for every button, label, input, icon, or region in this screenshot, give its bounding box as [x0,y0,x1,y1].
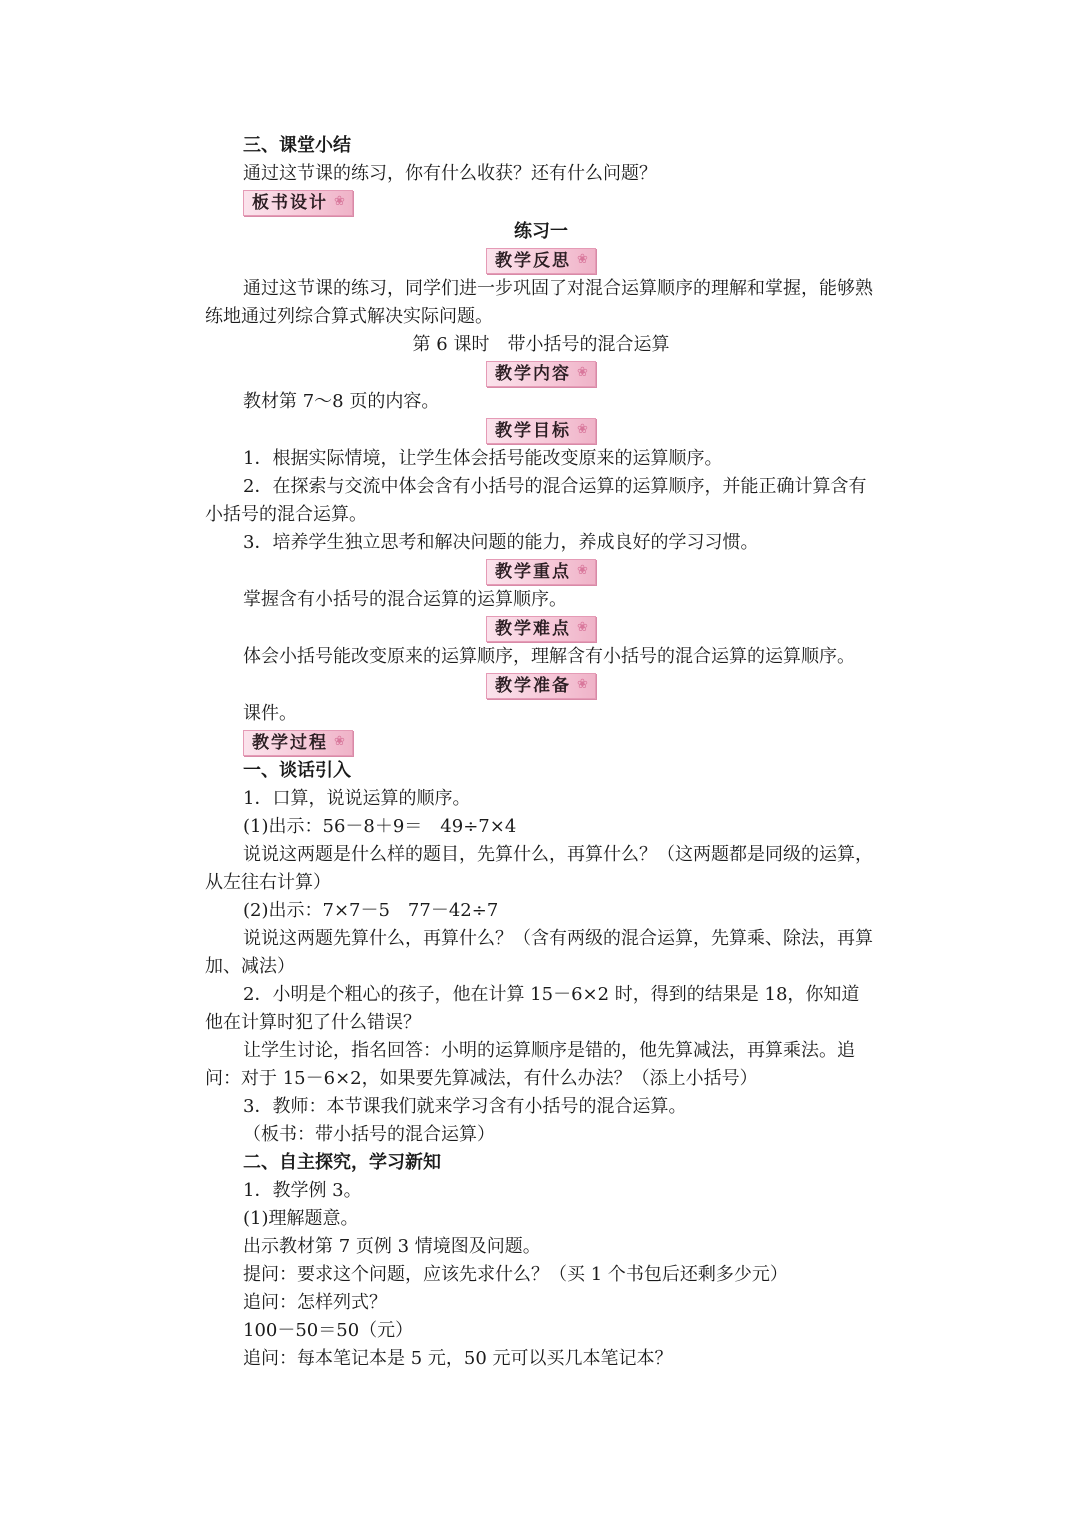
process-badge [243,730,353,756]
goal-item: 3．培养学生独立思考和解决问题的能力，养成良好的学习习惯。 [243,532,759,553]
part2-line: 追问：每本笔记本是 5 元，50 元可以买几本笔记本？ [243,1348,673,1369]
flower-icon: ❀ [577,251,588,267]
prep-badge-label: 教学准备 [495,675,571,696]
flower-icon: ❀ [577,676,588,692]
content-badge-row [205,359,877,388]
board-design-badge-row [205,188,877,217]
board-design-badge-label: 板书设计 [252,192,328,213]
part1-line: 说说这两题先算什么，再算什么？（含有两级的混合运算，先算乘、除法，再算加、减法） [205,928,873,977]
goals-badge [486,418,596,444]
lesson-title: 第 6 课时 带小括号的混合运算 [412,334,670,355]
goals-badge-label: 教学目标 [495,420,571,441]
part2-line: 1．教学例 3。 [243,1180,362,1201]
part2-line: 出示教材第 7 页例 3 情境图及问题。 [243,1236,541,1257]
part2-line: 提问：要求这个问题，应该先求什么？（买 1 个书包后还剩多少元） [243,1264,788,1285]
part1-line: 3．教师：本节课我们就来学习含有小括号的混合运算。 [243,1096,687,1117]
difficulty-badge [486,616,596,642]
key-badge-row [205,557,877,586]
section3-text: 通过这节课的练习，你有什么收获？还有什么问题？ [243,163,657,184]
part1-line: 2．小明是个粗心的孩子，他在计算 15－6×2 时，得到的结果是 18，你知道他在计算时犯了什么错误？ [205,984,860,1033]
reflection-text: 通过这节课的练习，同学们进一步巩固了对混合运算顺序的理解和掌握，能够熟练地通过列综合算式解决实际问题。 [205,278,873,327]
key-badge-label: 教学重点 [495,561,571,582]
goal-item: 2．在探索与交流中体会含有小括号的混合运算的运算顺序，并能正确计算含有小括号的混合运算。 [205,476,867,525]
reflection-badge-row [205,246,877,275]
part1-line: (2)出示：7×7－5 77－42÷7 [243,900,499,921]
section3-heading: 三、课堂小结 [243,135,351,156]
prep-text: 课件。 [243,703,297,724]
board-title: 练习一 [514,221,568,242]
key-text: 掌握含有小括号的混合运算的运算顺序。 [243,589,567,610]
part1-heading: 一、谈话引入 [243,760,351,781]
flower-icon: ❀ [577,619,588,635]
board-design-badge [243,190,353,216]
part1-line: 说说这两题是什么样的题目，先算什么，再算什么？（这两题都是同级的运算，从左往右计算） [205,844,873,893]
flower-icon: ❀ [577,562,588,578]
part1-line: 1．口算，说说运算的顺序。 [243,788,471,809]
goals-badge-row [205,416,877,445]
lesson-plan-content [205,132,877,1373]
flower-icon: ❀ [577,421,588,437]
part1-line: 让学生讨论，指名回答：小明的运算顺序是错的，他先算减法，再算乘法。追问：对于 15－6×2，如果要先算减法，有什么办法？（添上小括号） [205,1040,855,1089]
difficulty-badge-row [205,614,877,643]
part2-line: (1)理解题意。 [243,1208,359,1229]
difficulty-text: 体会小括号能改变原来的运算顺序，理解含有小括号的混合运算的运算顺序。 [243,646,855,667]
flower-icon: ❀ [577,364,588,380]
prep-badge-row [205,671,877,700]
reflection-badge [486,248,596,274]
key-badge [486,559,596,585]
flower-icon: ❀ [334,733,345,749]
content-badge [486,361,596,387]
part2-line: 100－50＝50（元） [243,1320,414,1341]
process-badge-label: 教学过程 [252,732,328,753]
part2-line: 追问：怎样列式？ [243,1292,387,1313]
process-badge-row [205,728,877,757]
part1-line: (1)出示：56－8＋9＝ 49÷7×4 [243,816,517,837]
goal-item: 1．根据实际情境，让学生体会括号能改变原来的运算顺序。 [243,448,723,469]
part2-heading: 二、自主探究，学习新知 [243,1152,441,1173]
content-text: 教材第 7～8 页的内容。 [243,391,440,412]
prep-badge [486,673,596,699]
difficulty-badge-label: 教学难点 [495,618,571,639]
flower-icon: ❀ [334,193,345,209]
content-badge-label: 教学内容 [495,363,571,384]
reflection-badge-label: 教学反思 [495,250,571,271]
part1-line: （板书：带小括号的混合运算） [243,1124,495,1145]
